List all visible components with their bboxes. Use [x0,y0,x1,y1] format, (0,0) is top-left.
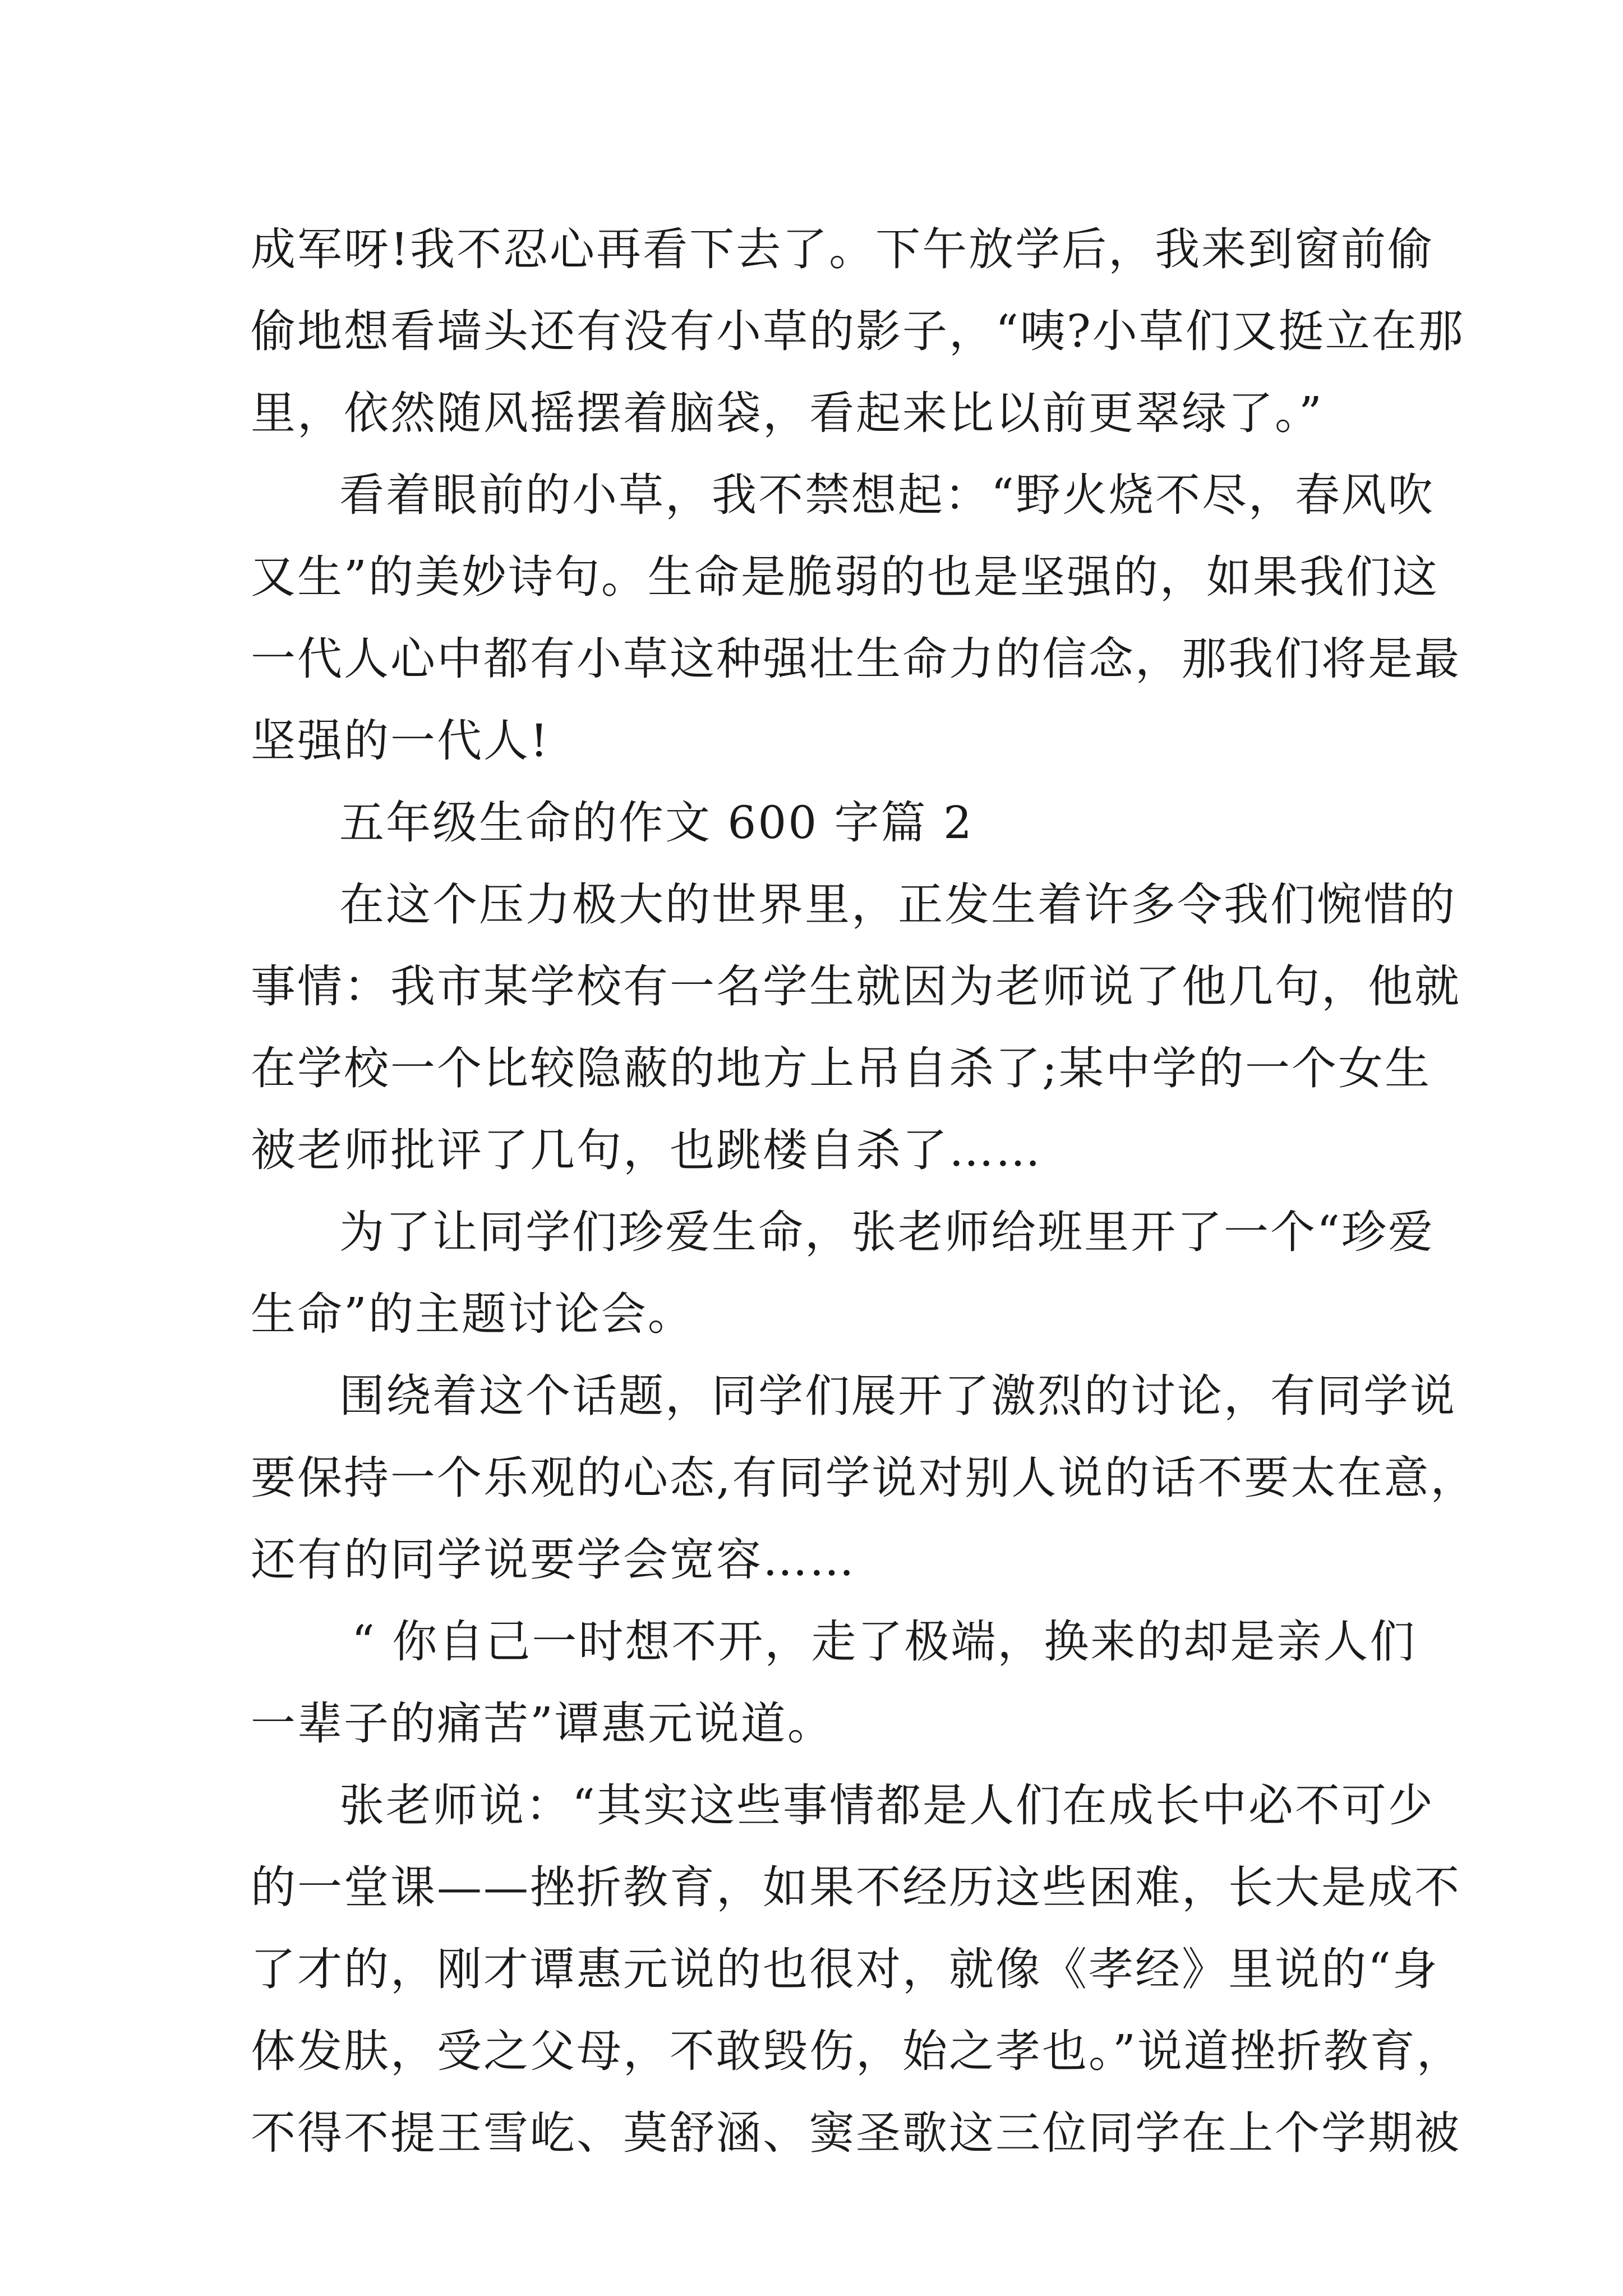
text-line: 事情：我市某学校有一名学生就因为老师说了他几句，他就 [251,960,1461,1013]
paragraph-start-line: “ 你自己一时想不开，走了极端，换来的却是亲人们 [352,1616,1417,1668]
text-line: 了才的，刚才谭惠元说的也很对，就像《孝经》里说的“身 [251,1943,1439,1995]
text-line: 成军呀!我不忍心再看下去了。下午放学后，我来到窗前偷 [251,223,1435,275]
text-line: 的一堂课——挫折教育，如果不经历这些困难，长大是成不 [251,1861,1461,1913]
paragraph-start-line: 在这个压力极大的世界里，正发生着许多令我们惋惜的 [339,878,1456,931]
text-line: 偷地想看墙头还有没有小草的影子，“咦?小草们又挺立在那 [251,305,1465,357]
text-line: 要保持一个乐观的心态,有同学说对别人说的话不要太在意， [251,1452,1477,1504]
text-line: 坚强的一代人! [251,715,550,767]
section-heading: 五年级生命的作文 600 字篇 2 [339,797,974,849]
paragraph-start-line: 为了让同学们珍爱生命，张老师给班里开了一个“珍爱 [339,1206,1435,1258]
text-line: 被老师批评了几句，也跳楼自杀了…… [251,1124,1042,1176]
text-line: 又生”的美妙诗句。生命是脆弱的也是坚强的，如果我们这 [251,551,1439,603]
paragraph-start-line: 看着眼前的小草，我不禁想起：“野火烧不尽，春风吹 [339,469,1435,521]
text-line: 体发肤，受之父母，不敢毁伤，始之孝也。”说道挫折教育， [251,2025,1463,2077]
text-line: 里，依然随风摇摆着脑袋，看起来比以前更翠绿了。” [251,387,1324,439]
text-line: 一代人心中都有小草这种强壮生命力的信念，那我们将是最 [251,633,1461,685]
paragraph-start-line: 张老师说：“其实这些事情都是人们在成长中必不可少 [339,1779,1435,1832]
text-line: 不得不提王雪屹、莫舒涵、窦圣歌这三位同学在上个学期被 [251,2107,1461,2159]
text-line: 还有的同学说要学会宽容…… [251,1534,856,1586]
text-line: 一辈子的痛苦”谭惠元说道。 [251,1697,834,1750]
paragraph-start-line: 围绕着这个话题，同学们展开了激烈的讨论，有同学说 [339,1370,1456,1422]
text-line: 在学校一个比较隐蔽的地方上吊自杀了;某中学的一个女生 [251,1042,1431,1094]
document-body [251,209,1477,2174]
text-line: 生命”的主题讨论会。 [251,1288,694,1340]
